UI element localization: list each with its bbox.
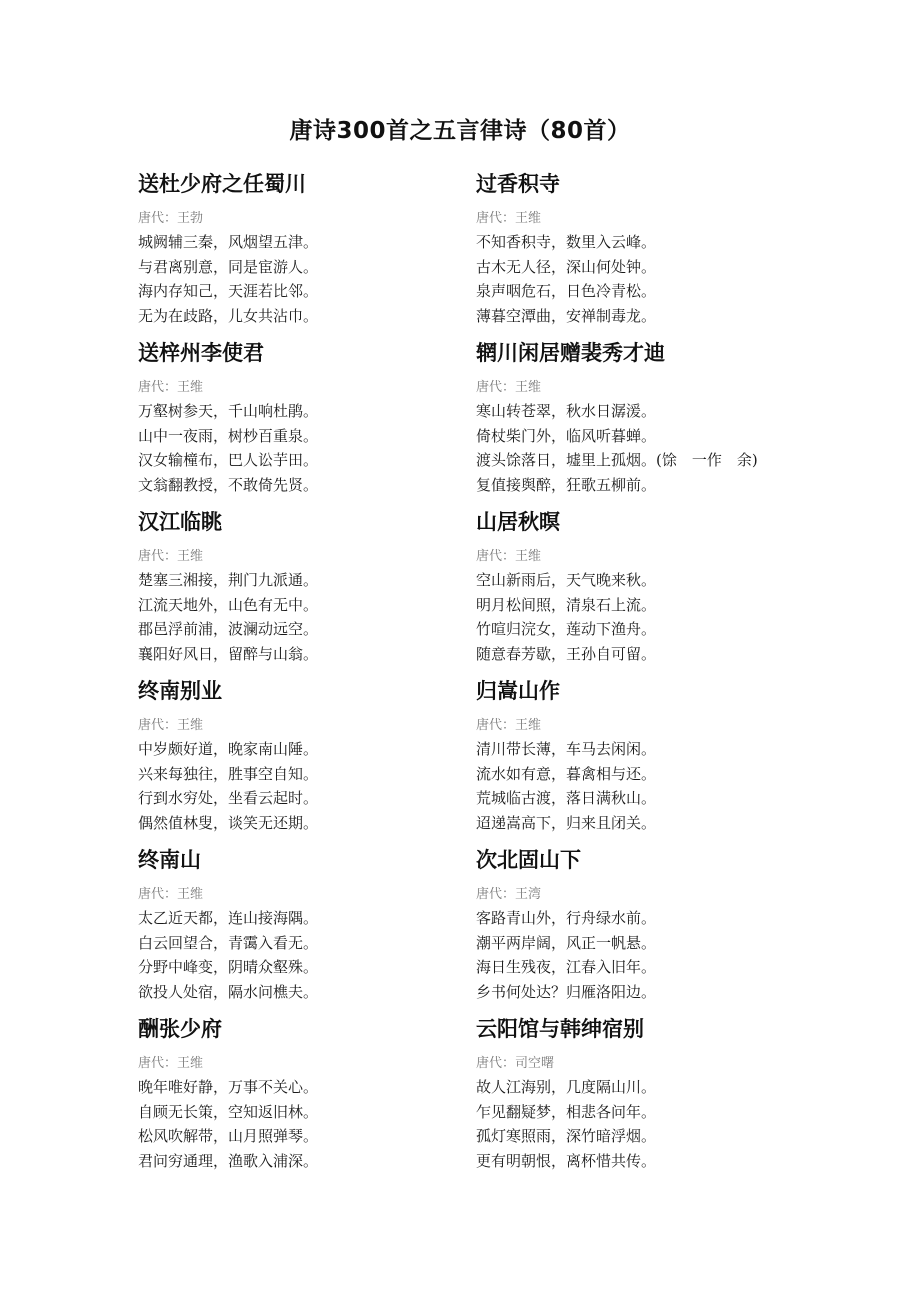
poem-line: 渡头馀落日，墟里上孤烟。(馀 一作 余)	[476, 451, 758, 469]
poem-line: 更有明朝恨，离杯惜共传。	[476, 1151, 657, 1170]
poem	[476, 337, 816, 506]
poem-title: 山居秋暝	[476, 510, 560, 534]
poem-line: 流水如有意，暮禽相与还。	[476, 764, 657, 783]
poem-line: 万壑树参天，千山响杜鹃。	[138, 402, 319, 420]
poem-line: 海日生残夜，江春入旧年。	[476, 958, 657, 976]
poem-line: 乍见翻疑梦，相悲各问年。	[476, 1102, 657, 1121]
poem-line: 寒山转苍翠，秋水日潺湲。	[476, 402, 657, 420]
poem-line: 文翁翻教授，不敢倚先贤。	[138, 475, 319, 494]
poem-line: 城阙辅三秦，风烟望五津。	[138, 233, 319, 251]
poem-author: 唐代：王维	[138, 549, 204, 564]
poem-line: 无为在歧路，儿女共沾巾。	[138, 306, 319, 325]
poem-title: 送杜少府之任蜀川	[138, 172, 306, 196]
poem-author: 唐代：王维	[138, 887, 204, 902]
poem-title: 过香积寺	[476, 172, 560, 196]
poem-line: 明月松间照，清泉石上流。	[476, 595, 657, 614]
poem-author: 唐代：司空曙	[476, 1056, 555, 1071]
poem-line: 孤灯寒照雨，深竹暗浮烟。	[476, 1127, 657, 1145]
poem	[476, 675, 816, 844]
poem	[138, 844, 478, 1013]
poem-title: 辋川闲居赠裴秀才迪	[476, 341, 665, 365]
poem-title: 汉江临眺	[138, 510, 222, 534]
poem-line: 偶然值林叟，谈笑无还期。	[138, 813, 319, 832]
poem-line: 太乙近天都，连山接海隅。	[138, 909, 319, 927]
poem-line: 泉声咽危石，日色冷青松。	[476, 282, 657, 300]
poem-line: 随意春芳歇，王孙自可留。	[476, 644, 657, 663]
poem-line: 晚年唯好静，万事不关心。	[138, 1078, 319, 1096]
poem-line: 海内存知己，天涯若比邻。	[138, 282, 319, 300]
poem-line: 迢递嵩高下，归来且闭关。	[476, 813, 657, 832]
poem	[138, 168, 478, 337]
poem-line: 复值接舆醉，狂歌五柳前。	[476, 475, 657, 494]
poem-line: 荒城临古渡，落日满秋山。	[476, 789, 657, 807]
poem-title: 次北固山下	[476, 848, 581, 872]
poem	[476, 506, 816, 675]
poem-line: 竹喧归浣女，莲动下渔舟。	[476, 620, 657, 638]
poem-line: 故人江海别，几度隔山川。	[476, 1078, 657, 1096]
poem-line: 潮平两岸阔，风正一帆悬。	[476, 933, 657, 952]
poem-author: 唐代：王维	[476, 211, 542, 226]
poem-line: 乡书何处达？归雁洛阳边。	[476, 982, 657, 1001]
page-title: 唐诗300首之五言律诗（80首）	[289, 118, 631, 144]
poem-author: 唐代：王维	[476, 718, 542, 733]
poem-title: 酬张少府	[138, 1017, 222, 1041]
poem-line: 欲投人处宿，隔水问樵夫。	[138, 982, 319, 1001]
poem-title: 归嵩山作	[476, 679, 560, 703]
poem-title: 终南山	[138, 848, 201, 872]
poem	[138, 337, 478, 506]
poem	[138, 506, 478, 675]
poem-line: 中岁颇好道，晚家南山陲。	[138, 740, 319, 758]
poem-line: 薄暮空潭曲，安禅制毒龙。	[476, 306, 657, 325]
poem-title: 送梓州李使君	[138, 341, 264, 365]
poem-line: 山中一夜雨，树杪百重泉。	[138, 426, 319, 445]
poem-line: 襄阳好风日，留醉与山翁。	[138, 644, 319, 663]
poem-line: 江流天地外，山色有无中。	[138, 595, 319, 614]
poem-line: 空山新雨后，天气晚来秋。	[476, 571, 657, 589]
poem	[476, 1013, 816, 1182]
poem-line: 客路青山外，行舟绿水前。	[476, 909, 657, 927]
poem-line: 郡邑浮前浦，波澜动远空。	[138, 620, 319, 638]
poem	[138, 675, 478, 844]
poem-line: 白云回望合，青霭入看无。	[138, 933, 319, 952]
poem-author: 唐代：王维	[476, 549, 542, 564]
poem-line: 汉女输橦布，巴人讼芋田。	[138, 451, 319, 469]
poem-author: 唐代：王维	[476, 380, 542, 395]
poem-column-left	[138, 168, 478, 1182]
poem-author: 唐代：王维	[138, 380, 204, 395]
poem-column-right	[476, 168, 816, 1182]
poem-line: 不知香积寺，数里入云峰。	[476, 233, 657, 251]
poem-title: 终南别业	[138, 679, 222, 703]
poem	[476, 168, 816, 337]
poem-author: 唐代：王勃	[138, 211, 204, 226]
poem-author: 唐代：王维	[138, 1056, 204, 1071]
poem-line: 自顾无长策，空知返旧林。	[138, 1102, 319, 1121]
poem-line: 楚塞三湘接，荆门九派通。	[138, 571, 319, 589]
poem-author: 唐代：王维	[138, 718, 204, 733]
poem-line: 与君离别意，同是宦游人。	[138, 257, 319, 276]
poem-line: 古木无人径，深山何处钟。	[476, 257, 657, 276]
poem	[476, 844, 816, 1013]
poem-line: 倚杖柴门外，临风听暮蝉。	[476, 426, 657, 445]
poem-line: 清川带长薄，车马去闲闲。	[476, 740, 657, 758]
poem-line: 松风吹解带，山月照弹琴。	[138, 1127, 319, 1145]
poem-author: 唐代：王湾	[476, 887, 542, 902]
poem-line: 行到水穷处，坐看云起时。	[138, 789, 319, 807]
poem-line: 分野中峰变，阴晴众壑殊。	[138, 958, 319, 976]
poem-line: 兴来每独往，胜事空自知。	[138, 764, 319, 783]
poem	[138, 1013, 478, 1182]
poem-title: 云阳馆与韩绅宿别	[476, 1017, 644, 1041]
poem-line: 君问穷通理，渔歌入浦深。	[138, 1151, 319, 1170]
